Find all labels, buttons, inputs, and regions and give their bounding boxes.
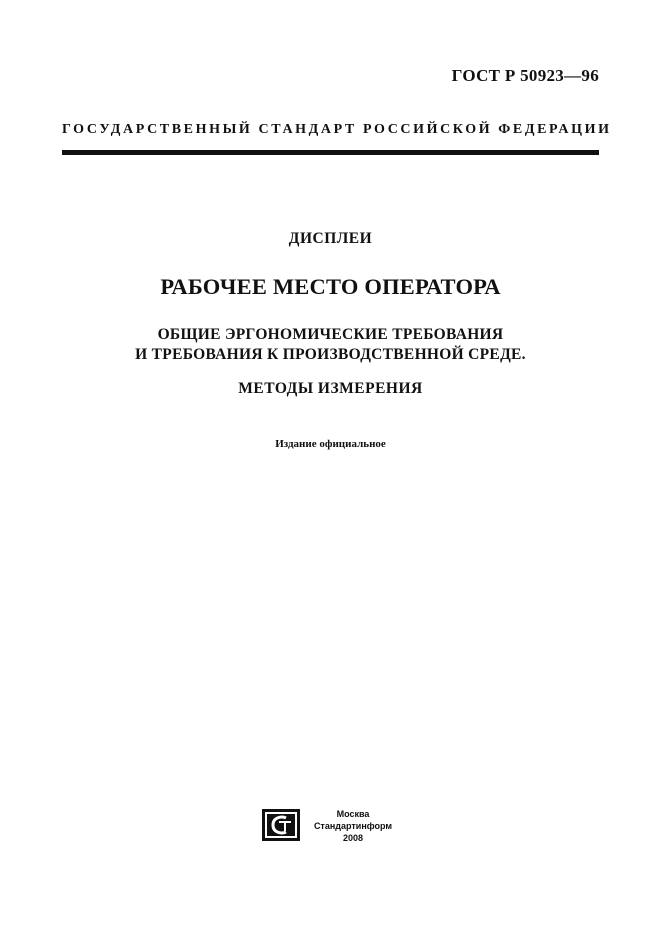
state-standard-heading: ГОСУДАРСТВЕННЫЙ СТАНДАРТ РОССИЙСКОЙ ФЕДЕРАЦИИ bbox=[62, 122, 612, 137]
subtitle-line-1: ОБЩИЕ ЭРГОНОМИЧЕСКИЕ ТРЕБОВАНИЯ bbox=[157, 326, 504, 343]
methods-title: МЕТОДЫ ИЗМЕРЕНИЯ bbox=[238, 380, 423, 397]
header-rule bbox=[62, 150, 599, 155]
imprint-publisher: Стандартинформ bbox=[313, 821, 393, 831]
main-title: РАБОЧЕЕ МЕСТО ОПЕРАТОРА bbox=[160, 274, 501, 299]
edition-note: Издание официальное bbox=[275, 438, 386, 450]
document-number: ГОСТ Р 50923—96 bbox=[451, 66, 599, 85]
imprint-year: 2008 bbox=[342, 833, 364, 843]
standartinform-logo-icon bbox=[262, 809, 300, 841]
imprint bbox=[305, 808, 401, 844]
imprint-city: Москва bbox=[336, 809, 370, 819]
subtitle-line-2: И ТРЕБОВАНИЯ К ПРОИЗВОДСТВЕННОЙ СРЕДЕ. bbox=[135, 346, 526, 363]
category-title: ДИСПЛЕИ bbox=[288, 230, 373, 247]
